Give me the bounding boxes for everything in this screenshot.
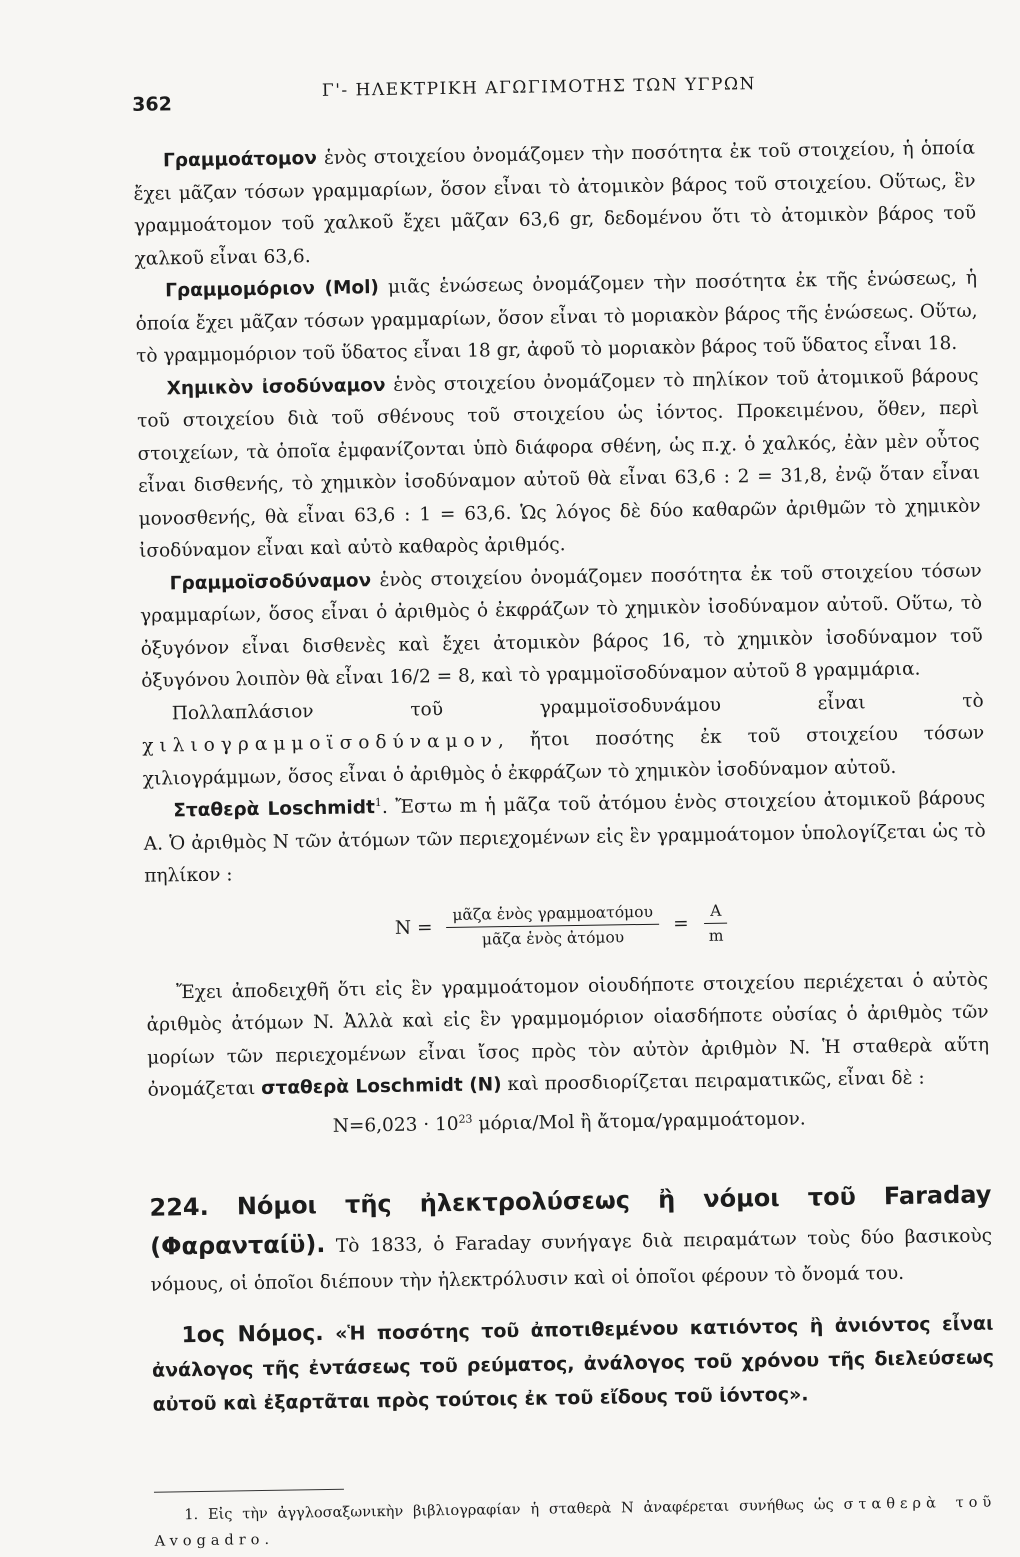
formula-equals-2: =	[672, 913, 689, 935]
paragraph-gram-atom	[133, 133, 977, 276]
loschmidt-formula	[145, 884, 988, 967]
formula-numerator: μᾶζα ἑνὸς γραμμοατόμου	[446, 903, 659, 928]
formula-fraction-1	[446, 903, 659, 949]
formula-denominator: μᾶζα ἑνὸς ἀτόμου	[481, 928, 625, 949]
footnote-end: .	[264, 1531, 270, 1548]
footnote-spaced: σταθερὰ τοῦ Avogadro	[154, 1494, 997, 1550]
text-mole: μιᾶς ἑνώσεως ὀνομάζομεν τὴν ποσότητα ἐκ τῆς ἑνώσεως, ἡ ὁποία ἔχει μᾶζαν τόσων γραμμαρίων, ὅσον εἶναι τὸ μοριακὸν βάρος τῆς ἑνώσεως. Οὕτω, τὸ γραμμομόριον τοῦ ὕδατος εἶναι 18 gr, ἀφοῦ τὸ μοριακὸν βάρος τοῦ ὕδατος εἶναι 18.	[135, 267, 978, 367]
text-kilogram-before: Πολλαπλάσιον τοῦ γραμμοϊσοδυνάμου εἶναι τὸ	[171, 690, 984, 724]
footnote-divider	[154, 1489, 344, 1493]
text-gram-equivalent: ἑνὸς στοιχείου ὀνομάζομεν ποσότητα ἐκ τοῦ στοιχείου τόσων γραμμαρίων, ὅσος εἶναι ὁ ἀριθμὸς ὁ ἐκφράζων τὸ χημικὸν ἰσοδύναμον αὐτοῦ. Οὕτω, τὸ ὀξυγόνον εἶναι δισθενὲς καὶ ἔχει ἀτομικὸν βάρος 16, τὸ χημικὸν ἰσοδύναμον τοῦ ὀξυγόνου λοιπὸν θὰ εἶναι 16/2 = 8, καὶ τὸ γραμμοϊσοδύναμον αὐτοῦ 8 γραμμάρια.	[140, 560, 983, 692]
formula-denominator-2: m	[708, 926, 724, 945]
section-title: 224. Νόμοι τῆς ἠλεκτρολύσεως ἢ νόμοι τοῦ Faraday (Φαρανταίϋ).	[149, 1180, 992, 1261]
first-law-text: «Ἡ ποσότης τοῦ ἀποτιθεμένου κατιόντος ἢ ἀνιόντος εἶναι ἀνάλογος τῆς ἐντάσεως τοῦ ρεύματος, ἀνάλογος τοῦ χρόνου τῆς διελεύσεως αὐτοῦ καὶ ἐξαρτᾶται πρὸς τούτοις ἐκ τοῦ εἴδους τοῦ ἰόντος».	[151, 1312, 995, 1416]
constant-prefix: N=6,023 · 10	[332, 1113, 459, 1137]
paragraph-avogadro	[146, 964, 990, 1107]
footnote-mark: 1	[374, 795, 382, 809]
paragraph-kilogram-equivalent	[141, 685, 984, 796]
constant-exponent: 23	[458, 1111, 473, 1126]
term-gram-equivalent: Γραμμοϊσοδύναμον	[169, 569, 372, 594]
constant-value	[148, 1100, 990, 1146]
term-gram-atom: Γραμμοάτομον	[162, 147, 318, 172]
text-chemical-equivalent: ἑνὸς στοιχείου ὀνομάζομεν τὸ πηλίκον τοῦ ἀτομικοῦ βάρους τοῦ στοιχείου διὰ τοῦ σθένους τοῦ στοιχείου ὡς ἰόντος. Προκειμένου, ὅθεν, περὶ στοιχείων, τὰ ὁποῖα ἐμφανίζονται ὑπὸ διάφορα σθένη, ὡς π.χ. ὁ χαλκός, ἐὰν μὲν οὗτος εἶναι δισθενής, τὸ χημικὸν ἰσοδύναμον αὐτοῦ θὰ εἶναι 63,6 : 2 = 31,8, ἐνῷ ὅταν εἶναι μονοσθενής, θὰ εἶναι 63,6 : 1 = 63,6. Ὡς λόγος δὲ δύο καθαρῶν ἀριθμῶν τὸ χημικὸν ἰσοδύναμον εἶναι καὶ αὐτὸ καθαρὸς ἀριθμός.	[136, 365, 981, 562]
paragraph-mole	[135, 263, 978, 374]
term-loschmidt: Σταθερὰ Loschmidt	[173, 797, 376, 822]
footnote-text: 1. Εἰς τὴν ἀγγλοσαξωνικὴν βιβλιογραφίαν ἡ σταθερὰ N ἀναφέρεται συνήθως ὡς	[184, 1496, 844, 1524]
section-text: Τὸ 1833, ὁ Faraday συνήγαγε διὰ πειραμάτων τοὺς δύο βασικοὺς νόμους, οἱ ὁποῖοι διέπουν τὴν ἠλεκτρόλυσιν καὶ οἱ ὁποῖοι φέρουν τὸ ὄνομά του.	[150, 1225, 993, 1296]
paragraph-gram-equivalent	[139, 555, 983, 698]
term-kilogram-equivalent: χιλιογραμμοϊσοδύναμον	[142, 730, 499, 757]
paragraph-loschmidt	[143, 783, 986, 894]
first-law	[151, 1306, 994, 1421]
chapter-title: Γ'- ΗΛΕΚΤΡΙΚΗ ΑΓΩΓΙΜΟΤΗΣ ΤΩΝ ΥΓΡΩΝ	[321, 74, 757, 101]
term-mole: Γραμμομόριον (Mol)	[164, 277, 380, 302]
term-chemical-equivalent: Χημικὸν ἰσοδύναμον	[166, 374, 386, 399]
formula-lhs: N	[394, 917, 412, 939]
text-kilogram-after: , ἤτοι ποσότης ἐκ τοῦ στοιχείου τόσων χιλιογράμμων, ὅσος εἶναι ὁ ἀριθμὸς ὁ ἐκφράζων τὸ χημικὸν ἰσοδύναμον αὐτοῦ.	[142, 722, 985, 790]
formula-equals-1: =	[416, 917, 433, 939]
section-224	[149, 1177, 993, 1304]
running-head	[132, 67, 975, 120]
formula-numerator-2: A	[704, 902, 728, 924]
constant-suffix: μόρια/Mol ἢ ἄτομα/γραμμοάτομον.	[472, 1107, 806, 1135]
page-number: 362	[132, 93, 173, 116]
first-law-label: 1ος Νόμος.	[181, 1321, 324, 1349]
term-loschmidt-constant: σταθερὰ Loschmidt (N)	[260, 1074, 502, 1099]
footnote	[154, 1489, 997, 1554]
text-loschmidt: . Ἔστω m ἡ μᾶζα τοῦ ἀτόμου ἑνὸς στοιχείου ἀτομικοῦ βάρους A. Ὁ ἀριθμὸς N τῶν ἀτόμων τῶν περιεχομένων εἰς ἓν γραμμοάτομον ὑπολογίζεται ὡς τὸ πηλίκον :	[143, 787, 986, 887]
text-avogadro: Ἔχει ἀποδειχθῆ ὅτι εἰς ἓν γραμμοάτομον οἱουδήποτε στοιχείου περιέχεται ὁ αὐτὸς ἀριθμὸς ἀτόμων N. Ἀλλὰ καὶ εἰς ἓν γραμμομόριον οἱασδήποτε οὐσίας ὁ ἀριθμὸς τῶν μορίων τῶν περιεχομένων εἶναι ἴσος πρὸς τὸν αὐτὸν ἀριθμὸν N. Ἡ σταθερὰ αὕτη ὀνομάζεται	[146, 969, 990, 1101]
formula-fraction-2	[702, 902, 729, 945]
text-avogadro-after: καὶ προσδιορίζεται πειραματικῶς, εἶναι δὲ :	[501, 1067, 925, 1096]
text-gram-atom: ἑνὸς στοιχείου ὀνομάζομεν τὴν ποσότητα ἐκ τοῦ στοιχείου, ἡ ὁποία ἔχει μᾶζαν τόσων γραμμαρίων, ὅσον εἶναι τὸ ἀτομικὸν βάρος τοῦ στοιχείου. Οὕτως, ἓν γραμμοάτομον τοῦ χαλκοῦ ἔχει μᾶζαν 63,6 gr, δεδομένου ὅτι τὸ ἀτομικὸν βάρος τοῦ χαλκοῦ εἶναι 63,6.	[133, 137, 977, 270]
paragraph-chemical-equivalent	[136, 360, 981, 568]
